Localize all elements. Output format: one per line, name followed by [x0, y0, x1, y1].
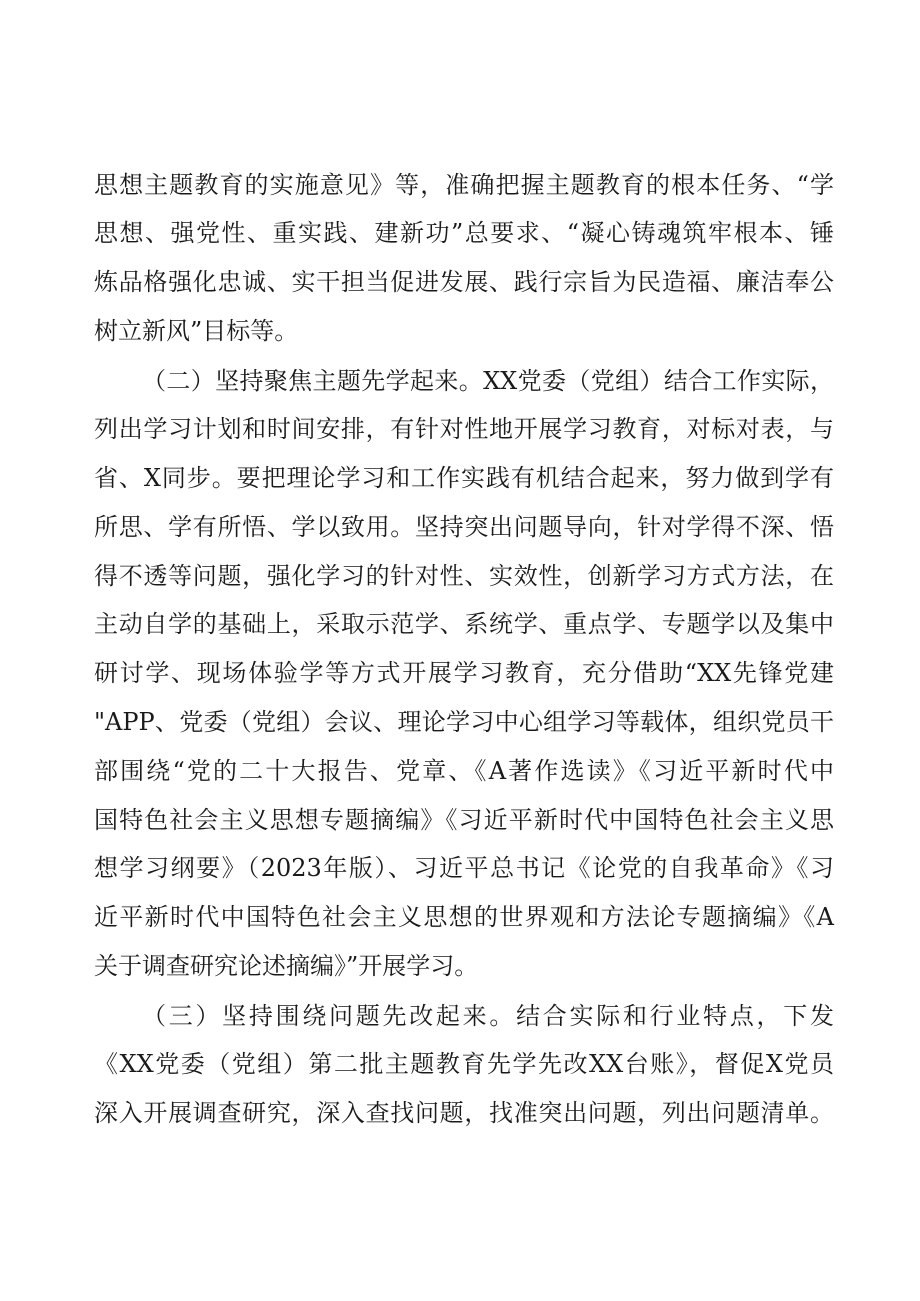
- paragraph-2-line-10: 国特色社会主义思想专题摘编》《习近平新时代中国特色社会主义思: [94, 806, 834, 834]
- paragraph-2-line-2: 列出学习计划和时间安排，有针对性地开展学习教育，对标对表，与: [94, 415, 834, 443]
- paragraph-1-line-3: 炼品格强化忠诚、实干担当促进发展、践行宗旨为民造福、廉洁奉公: [94, 268, 834, 296]
- paragraph-2-line-8: "APP、党委（党组）会议、理论学习中心组学习等载体，组织党员干: [94, 708, 834, 736]
- paragraph-1-line-4: 树立新风”目标等。: [94, 317, 299, 345]
- paragraph-2-line-1: （二）坚持聚焦主题先学起来。XX党委（党组）结合工作实际，: [142, 367, 834, 395]
- paragraph-3-line-3: 深入开展调查研究，深入查找问题，找准突出问题，列出问题清单。: [94, 1099, 834, 1127]
- paragraph-2-line-5: 得不透等问题，强化学习的针对性、实效性，创新学习方式方法，在: [94, 562, 834, 590]
- paragraph-2-line-4: 所思、学有所悟、学以致用。坚持突出问题导向，针对学得不深、悟: [94, 513, 834, 541]
- paragraph-1-line-1: 思想主题教育的实施意见》等，准确把握主题教育的根本任务、“学: [94, 171, 834, 199]
- paragraph-2-line-9: 部围绕“党的二十大报告、党章、《A著作选读》《习近平新时代中: [94, 757, 834, 785]
- paragraph-2-line-11: 想学习纲要》（2023年版）、习近平总书记《论党的自我革命》《习: [94, 854, 834, 882]
- paragraph-2-line-7: 研讨学、现场体验学等方式开展学习教育，充分借助“XX先锋党建: [94, 659, 834, 687]
- paragraph-2-line-3: 省、X同步。要把理论学习和工作实践有机结合起来，努力做到学有: [94, 464, 834, 492]
- paragraph-3-line-1: （三）坚持围绕问题先改起来。结合实际和行业特点，下发: [142, 1002, 834, 1030]
- paragraph-2-line-13: 关于调查研究论述摘编》”开展学习。: [94, 952, 479, 980]
- paragraph-2-line-12: 近平新时代中国特色社会主义思想的世界观和方法论专题摘编》《A: [94, 903, 834, 931]
- paragraph-3-line-2: 《XX党委（党组）第二批主题教育先学先改XX台账》，督促X党员: [94, 1050, 834, 1078]
- paragraph-1-line-2: 思想、强党性、重实践、建新功”总要求、“凝心铸魂筑牢根本、锤: [94, 219, 834, 247]
- paragraph-2-line-6: 主动自学的基础上，采取示范学、系统学、重点学、专题学以及集中: [94, 610, 834, 638]
